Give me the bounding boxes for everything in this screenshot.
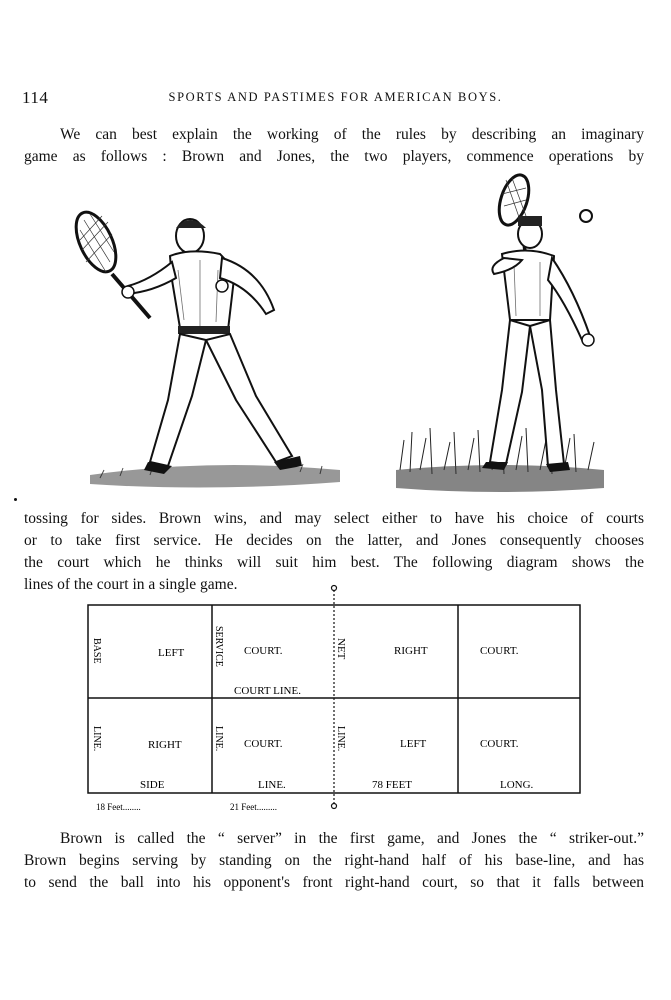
paragraph-line: or to take first service. He decides on the latter, and Jones consequently chooses [24,532,644,549]
label-right-lower: RIGHT [148,739,182,751]
label-court-lower-2: COURT. [480,738,519,750]
label-court-upper-1: COURT. [244,645,283,657]
page-number: 114 [22,88,49,107]
paragraph-line: the court which he thinks will suit him best. The following diagram shows the [24,554,644,571]
paragraph-line: tossing for sides. Brown wins, and may select either to have his choice of courts [24,510,644,527]
player-left-illustration [60,200,360,500]
label-base: BASE [91,638,102,664]
paragraph-intro [24,124,644,168]
label-service: SERVICE [213,626,224,667]
label-left-lower: LEFT [400,738,427,750]
paragraph-line: Brown begins serving by standing on the right-hand half of his base-line, and has [24,852,644,869]
player-right-illustration [390,170,610,500]
label-line-1: LINE. [91,726,102,752]
label-court-line: COURT LINE. [234,685,301,697]
label-left-upper: LEFT [158,647,185,659]
court-diagram [80,580,600,820]
label-net: NET [335,638,347,660]
paragraph-server [24,828,644,894]
net-post-top [332,586,337,591]
label-line-bottom: LINE. [258,779,286,791]
label-line-2: LINE. [213,726,224,752]
label-side: SIDE [140,779,165,791]
paragraph-line: to send the ball into his opponent's front right-hand court, so that it falls between [24,874,644,891]
print-speck [14,498,17,501]
label-long: LONG. [500,779,534,791]
paragraph-line: We can best explain the working of the rules by describing an imaginary [60,126,644,143]
label-court-lower-1: COURT. [244,738,283,750]
paragraph-line: game as follows : Brown and Jones, the two players, commence operations by [24,148,644,165]
net-post-bottom [332,804,337,809]
paragraph-line: lines of the court in a single game. [24,576,238,593]
measure-21-feet: 21 Feet......... [230,802,277,812]
label-78-feet: 78 FEET [372,779,413,791]
label-court-upper-2: COURT. [480,645,519,657]
measure-18-feet: 18 Feet........ [96,802,141,812]
label-line-3: LINE. [335,726,346,752]
paragraph-line: Brown is called the “ server” in the first game, and Jones the “ striker-out.” [60,830,644,847]
running-head: SPORTS AND PASTIMES FOR AMERICAN BOYS. [168,90,503,104]
label-right-upper: RIGHT [394,645,428,657]
